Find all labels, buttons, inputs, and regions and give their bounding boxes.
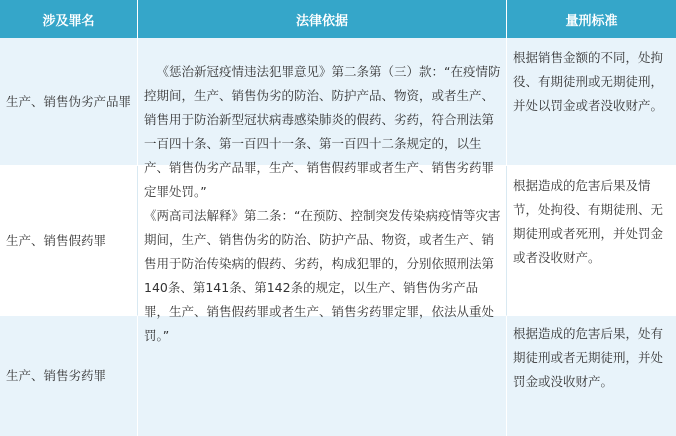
crime-label: 生产、销售伪劣产品罪: [6, 93, 132, 109]
table-row-penalty: [507, 166, 676, 316]
penalty-text: 根据销售金额的不同，处拘役、有期徒刑或无期徒刑，并处以罚金或者没收财产。: [513, 50, 664, 113]
header-legal-basis: 法律依据: [138, 0, 507, 38]
table-row-crime: [0, 166, 138, 316]
table-row-penalty: [507, 38, 676, 166]
legal-basis-text: [138, 38, 507, 436]
crime-label: 生产、销售劣药罪: [6, 368, 107, 383]
table-row-crime: [0, 316, 138, 436]
table-row-penalty: [507, 316, 676, 436]
basis-paragraph-1: 《惩治新冠疫情违法犯罪意见》第二条第（三）款：“在疫情防控期间，生产、销售伪劣的防治、防护产品、物资，或者生产、销售用于防治新型冠状病毒感染肺炎的假药、劣药，符合刑法第一百四十条、第一百四十一条、第一百四十二条规定的，以生产、销售伪劣产品罪，生产、销售假药罪或者生产、销售劣药罪定罪处罚。”: [144, 64, 501, 199]
penalty-text: 根据造成的危害后果及情节，处拘役、有期徒刑、无期徒刑或者死刑，并处罚金或者没收财产。: [513, 178, 664, 265]
header-penalty: 量刑标准: [507, 0, 676, 38]
penalty-text: 根据造成的危害后果，处有期徒刑或者无期徒刑，并处罚金或没收财产。: [513, 326, 664, 389]
crime-label: 生产、销售假药罪: [6, 232, 107, 248]
header-crime: 涉及罪名: [0, 0, 138, 38]
basis-paragraph-2: 《两高司法解释》第二条：“在预防、控制突发传染病疫情等灾害期间，生产、销售伪劣的防治、防护产品、物资，或者生产、销售用于防治传染病的假药、劣药，构成犯罪的，分别依照刑法第140条、第141条、第142条的规定，以生产、销售伪劣产品罪，生产、销售假药罪或者生产、销售劣药罪定罪，依法从重处罚。”: [144, 208, 501, 343]
table-row-crime: [0, 38, 138, 166]
